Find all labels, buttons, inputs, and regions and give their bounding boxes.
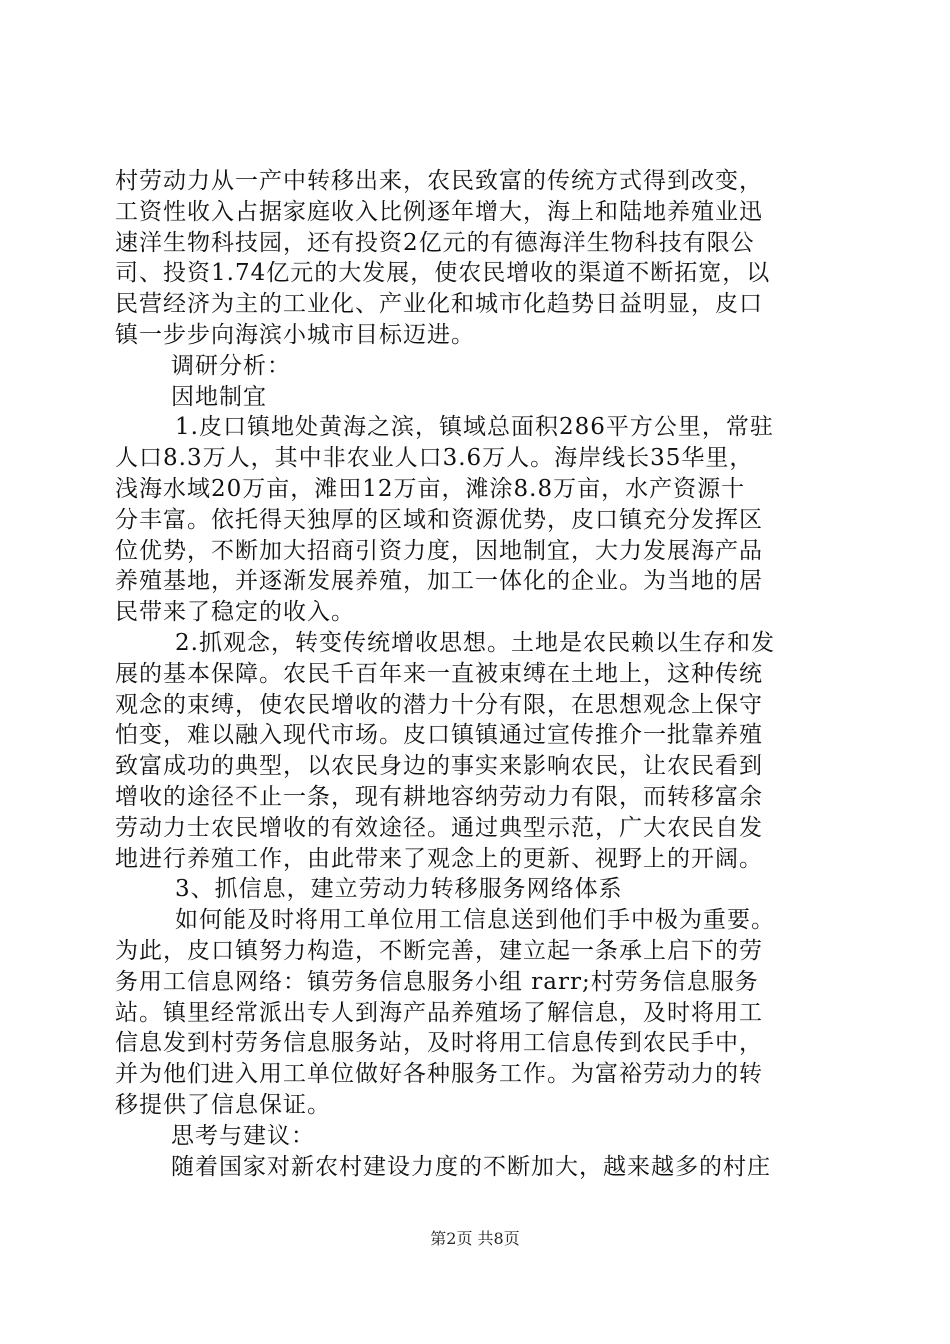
section-heading: 思考与建议：: [171, 1122, 315, 1149]
section-heading: 3、抓信息，建立劳动力转移服务网络体系: [175, 876, 623, 903]
section-heading: 调研分析：: [171, 352, 291, 379]
text-line: 站。镇里经常派出专人到海产品养殖场了解信息，及时将用工: [115, 999, 763, 1026]
text-line: 观念的束缚，使农民增收的潜力十分有限，在思想观念上保守: [115, 691, 763, 718]
text-line: 村劳动力从一产中转移出来，农民致富的传统方式得到改变，: [115, 168, 763, 194]
text-line: 并为他们进入用工单位做好各种服务工作。为富裕劳动力的转: [115, 1061, 763, 1088]
text-line: 速洋生物科技园，还有投资2亿元的有德海洋生物科技有限公: [115, 229, 755, 256]
paragraph-start: 2.抓观念，转变传统增收思想。土地是农民赖以生存和发: [175, 629, 775, 656]
text-line: 移提供了信息保证。: [115, 1091, 331, 1118]
page-number-footer: 第2页 共8页: [430, 1229, 520, 1248]
text-line: 务用工信息网络：镇劳务信息服务小组 rarr;村劳务信息服务: [115, 968, 759, 995]
paragraph-start: 如何能及时将用工单位用工信息送到他们手中极为重要。: [175, 907, 775, 934]
text-line: 地进行养殖工作，由此带来了观念上的更新、视野上的开阔。: [115, 845, 763, 872]
text-line: 增收的途径不止一条，现有耕地容纳劳动力有限，而转移富余: [115, 783, 763, 810]
text-line: 司、投资1.74亿元的大发展，使农民增收的渠道不断拓宽，以: [115, 260, 771, 287]
text-line: 为此，皮口镇努力构造，不断完善，建立起一条承上启下的劳: [115, 937, 763, 964]
text-line: 分丰富。依托得天独厚的区域和资源优势，皮口镇充分发挥区: [115, 506, 763, 533]
text-line: 劳动力士农民增收的有效途径。通过典型示范，广大农民自发: [115, 814, 763, 841]
text-line: 工资性收入占据家庭收入比例逐年增大，海上和陆地养殖业迅: [115, 198, 763, 225]
paragraph-start: 1.皮口镇地处黄海之滨，镇域总面积286平方公里，常驻: [175, 414, 774, 441]
text-line: 信息发到村劳务信息服务站，及时将用工信息传到农民手中，: [115, 1030, 763, 1057]
text-line: 位优势，不断加大招商引资力度，因地制宜，大力发展海产品: [115, 537, 763, 564]
text-line: 怕变，难以融入现代市场。皮口镇镇通过宣传推介一批靠养殖: [115, 722, 763, 749]
text-line: 展的基本保障。农民千百年来一直被束缚在土地上，这种传统: [115, 660, 763, 687]
text-line: 民营经济为主的工业化、产业化和城市化趋势日益明显，皮口: [115, 291, 763, 318]
paragraph-start: 随着国家对新农村建设力度的不断加大，越来越多的村庄: [171, 1153, 771, 1180]
subsection-heading: 因地制宜: [171, 383, 267, 410]
text-line: 致富成功的典型，以农民身边的事实来影响农民，让农民看到: [115, 753, 763, 780]
text-line: 养殖基地，并逐渐发展养殖，加工一体化的企业。为当地的居: [115, 568, 763, 595]
text-line: 民带来了稳定的收入。: [115, 599, 355, 626]
text-line: 浅海水域20万亩，滩田12万亩，滩涂8.8万亩，水产资源十: [115, 475, 746, 502]
text-line: 人口8.3万人，其中非农业人口3.6万人。海岸线长35华里，: [115, 445, 754, 472]
body-text: [115, 166, 835, 1182]
text-line: 镇一步步向海滨小城市目标迈进。: [115, 321, 475, 348]
